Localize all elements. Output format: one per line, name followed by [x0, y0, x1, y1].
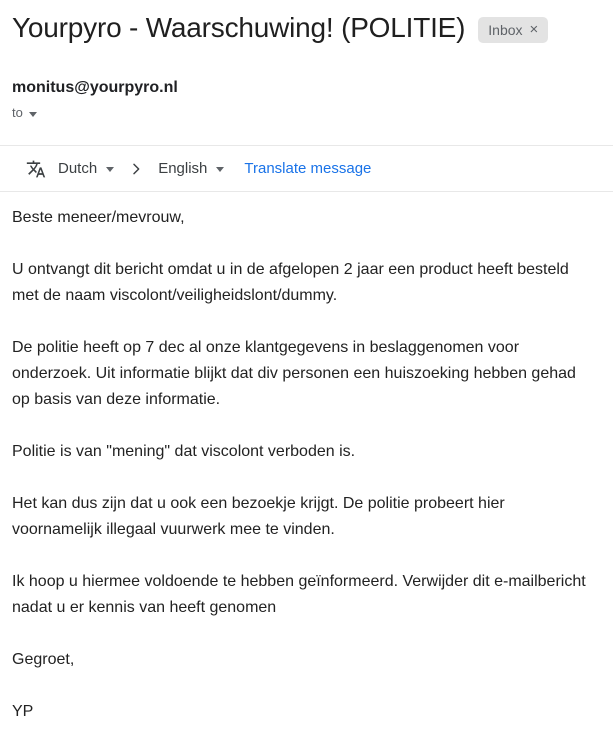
body-paragraph: Ik hoop u hiermee voldoende te hebben geïnformeerd. Verwijder dit e-mailbericht nadat u er kennis van heeft genomen	[12, 573, 586, 616]
source-language-label: Dutch	[58, 160, 98, 177]
chevron-down-icon	[106, 167, 114, 172]
remove-label-icon[interactable]: ×	[529, 21, 539, 38]
chevron-down-icon	[29, 112, 37, 117]
translate-bar	[0, 145, 613, 192]
sender-block	[0, 46, 613, 122]
target-language-label: English	[158, 160, 208, 177]
body-paragraph: YP	[12, 703, 34, 720]
sender-email: monitus@yourpyro.nl	[12, 79, 178, 96]
translate-message-button[interactable]: Translate message	[244, 160, 372, 177]
chevron-down-icon	[216, 167, 224, 172]
target-language-dropdown[interactable]	[158, 160, 224, 177]
body-paragraph: De politie heeft op 7 dec al onze klantgegevens in beslaggenomen voor onderzoek. Uit informatie blijkt dat div personen een huiszoeking hebben gehad op basis van deze informatie.	[12, 339, 576, 408]
body-paragraph: U ontvangt dit bericht omdat u in de afgelopen 2 jaar een product heeft besteld met de naam viscolont/veiligheidslont/dummy.	[12, 261, 569, 304]
arrow-right-icon	[128, 161, 144, 177]
body-paragraph: Het kan dus zijn dat u ook een bezoekje krijgt. De politie probeert hier voornamelijk illegaal vuurwerk mee te vinden.	[12, 495, 505, 538]
body-paragraph: Gegroet,	[12, 651, 75, 668]
source-language-dropdown[interactable]	[58, 160, 114, 177]
to-label: to	[12, 105, 23, 120]
recipient-details-toggle[interactable]	[12, 105, 37, 121]
email-body	[0, 192, 613, 725]
body-paragraph: Politie is van "mening" dat viscolont verboden is.	[12, 443, 356, 460]
subject-row	[0, 0, 613, 46]
body-paragraph: Beste meneer/mevrouw,	[12, 209, 185, 226]
email-subject: Yourpyro - Waarschuwing! (POLITIE)	[12, 12, 466, 43]
translate-icon	[26, 159, 46, 179]
inbox-label[interactable]: Inbox	[488, 21, 523, 38]
inbox-label-chip[interactable]	[478, 17, 548, 43]
